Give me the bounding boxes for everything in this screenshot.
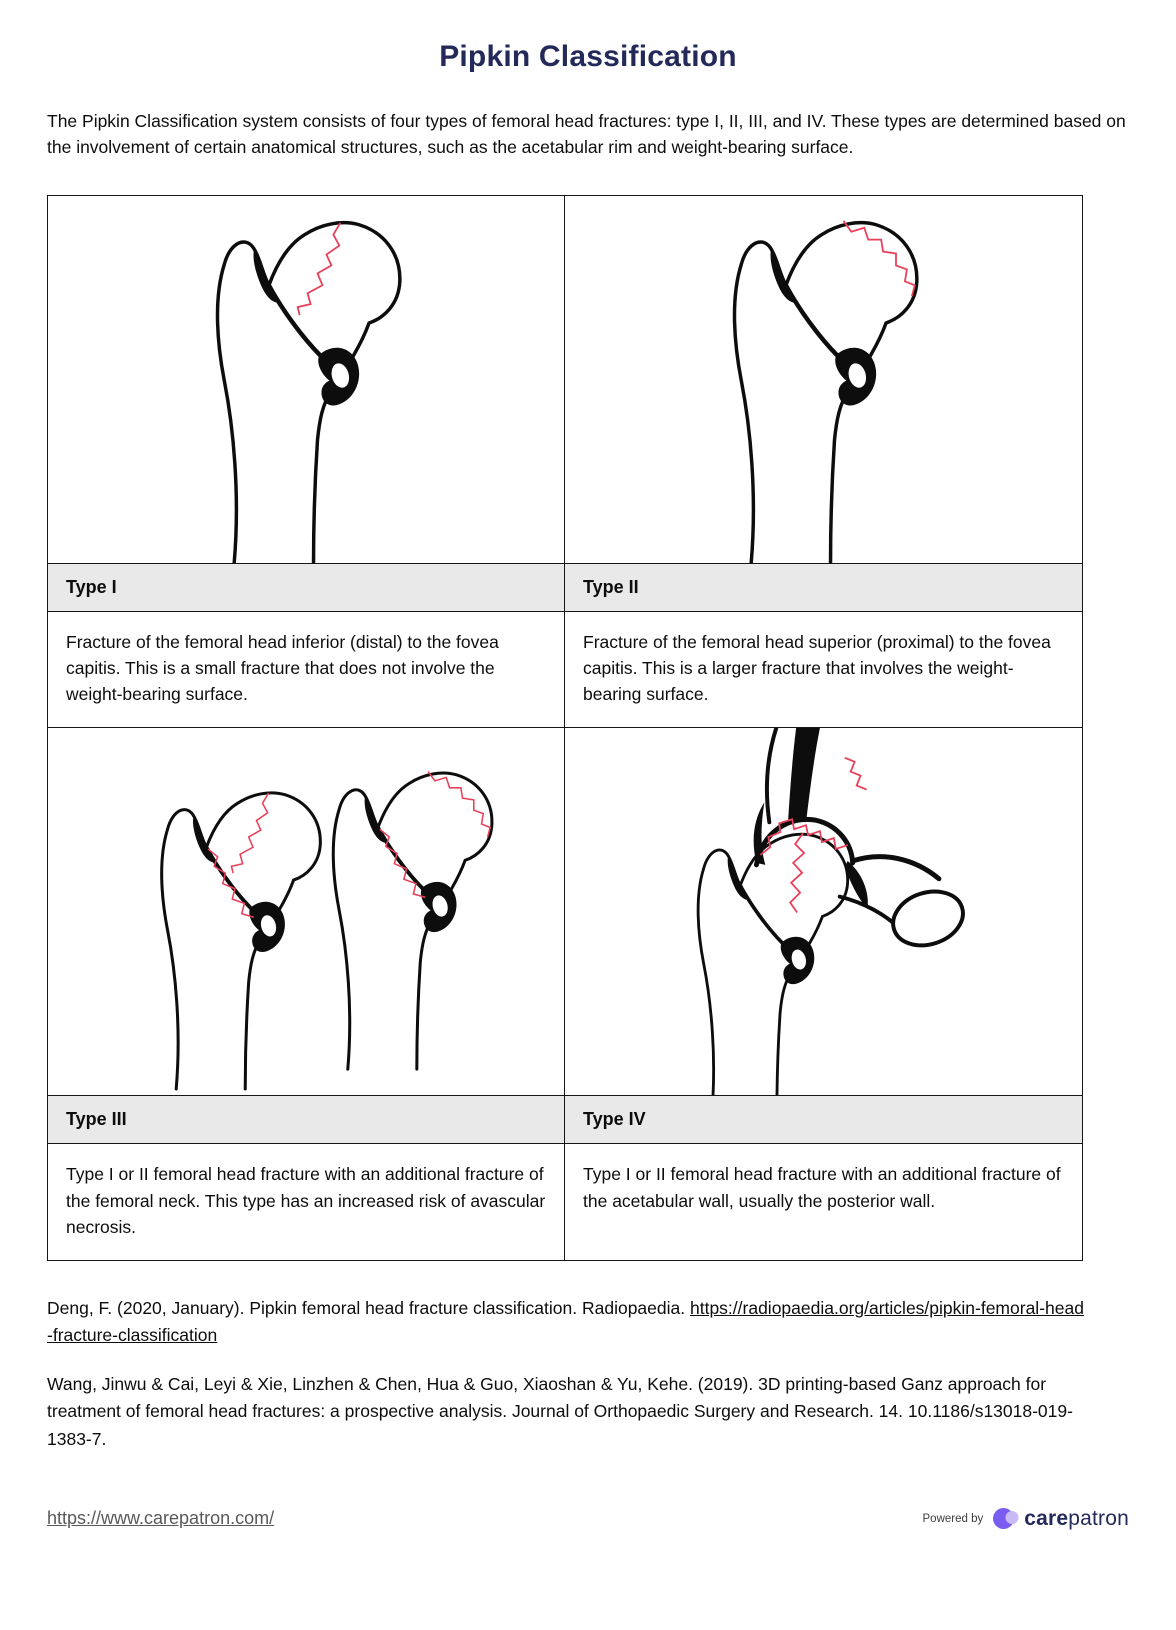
type-ii-image-cell [565, 196, 1082, 564]
reference-2: Wang, Jinwu & Cai, Leyi & Xie, Linzhen & Chen, Hua & Guo, Xiaoshan & Yu, Kehe. (2019). 3D printing-based Ganz approach for treatment of femoral head fractures: a prospective analysis. Journal of Orthopaedic Surgery and Research. 14. 10.1186/s13018-019-1383-7. [47, 1374, 1073, 1449]
carepatron-wordmark [1024, 1507, 1129, 1531]
wordmark-care: care [1024, 1506, 1069, 1530]
radiopaedia-link[interactable]: https://radiopaedia.org/articles/pipkin-femoral-head-fracture-classification [47, 1298, 1084, 1346]
carepatron-logo [992, 1505, 1129, 1532]
femur-bone [698, 834, 848, 1095]
type-ii-label: Type II [583, 576, 639, 597]
type-i-header [48, 564, 565, 612]
type-ii-illustration [652, 196, 994, 563]
type-iii-image-cell [48, 728, 565, 1096]
pelvis-acetabulum [753, 728, 969, 954]
fracture-line [844, 758, 866, 790]
type-iii-description: Type I or II femoral head fracture with an additional fracture of the femoral neck. This type has an increased risk of avascular necrosis. [48, 1144, 565, 1260]
type-i-image-cell [48, 196, 565, 564]
page-title: Pipkin Classification [439, 40, 737, 73]
fracture-line [844, 220, 915, 295]
carepatron-site-link[interactable]: https://www.carepatron.com/ [47, 1508, 275, 1528]
reference-1-text: Deng, F. (2020, January). Pipkin femoral head fracture classification. Radiopaedia. [47, 1298, 690, 1318]
type-iii-illustration [78, 728, 534, 1095]
powered-by-label: Powered by [922, 1512, 984, 1525]
type-i-label: Type I [66, 576, 117, 597]
fracture-line [790, 833, 804, 912]
type-iv-header [565, 1096, 1082, 1144]
page-footer [47, 1505, 1129, 1532]
type-iv-description: Type I or II femoral head fracture with an additional fracture of the acetabular wall, usually the posterior wall. [565, 1144, 1082, 1260]
femur-bone [217, 222, 399, 562]
powered-by [923, 1505, 1130, 1532]
type-iv-image-cell [565, 728, 1082, 1096]
fracture-line [428, 772, 490, 838]
reference-1 [47, 1295, 1087, 1349]
type-iv-label: Type IV [583, 1109, 646, 1130]
type-iii-header [48, 1096, 565, 1144]
femur-bone [333, 773, 492, 1069]
femur-bone [735, 222, 917, 562]
intro-paragraph: The Pipkin Classification system consists of four types of femoral head fractures: type I, II, III, and IV. These types are determined based on the involvement of certain anatomical structures, such as the acetabular rim and weight-bearing surface. [47, 111, 1126, 158]
femur-bone [162, 793, 321, 1089]
type-ii-description: Fracture of the femoral head superior (proximal) to the fovea capitis. This is a larger fracture that involves the weight-bearing surface. [565, 612, 1082, 729]
classification-table [47, 195, 1083, 1262]
type-i-illustration [135, 196, 477, 563]
type-i-description: Fracture of the femoral head inferior (distal) to the fovea capitis. This is a small fracture that does not involve the weight-bearing surface. [48, 612, 565, 729]
references-section [47, 1295, 1087, 1453]
type-iv-illustration [566, 728, 1082, 1095]
type-iii-label: Type III [66, 1109, 127, 1130]
type-ii-header [565, 564, 1082, 612]
wordmark-patron: patron [1068, 1506, 1129, 1530]
carepatron-logo-icon [992, 1505, 1019, 1532]
